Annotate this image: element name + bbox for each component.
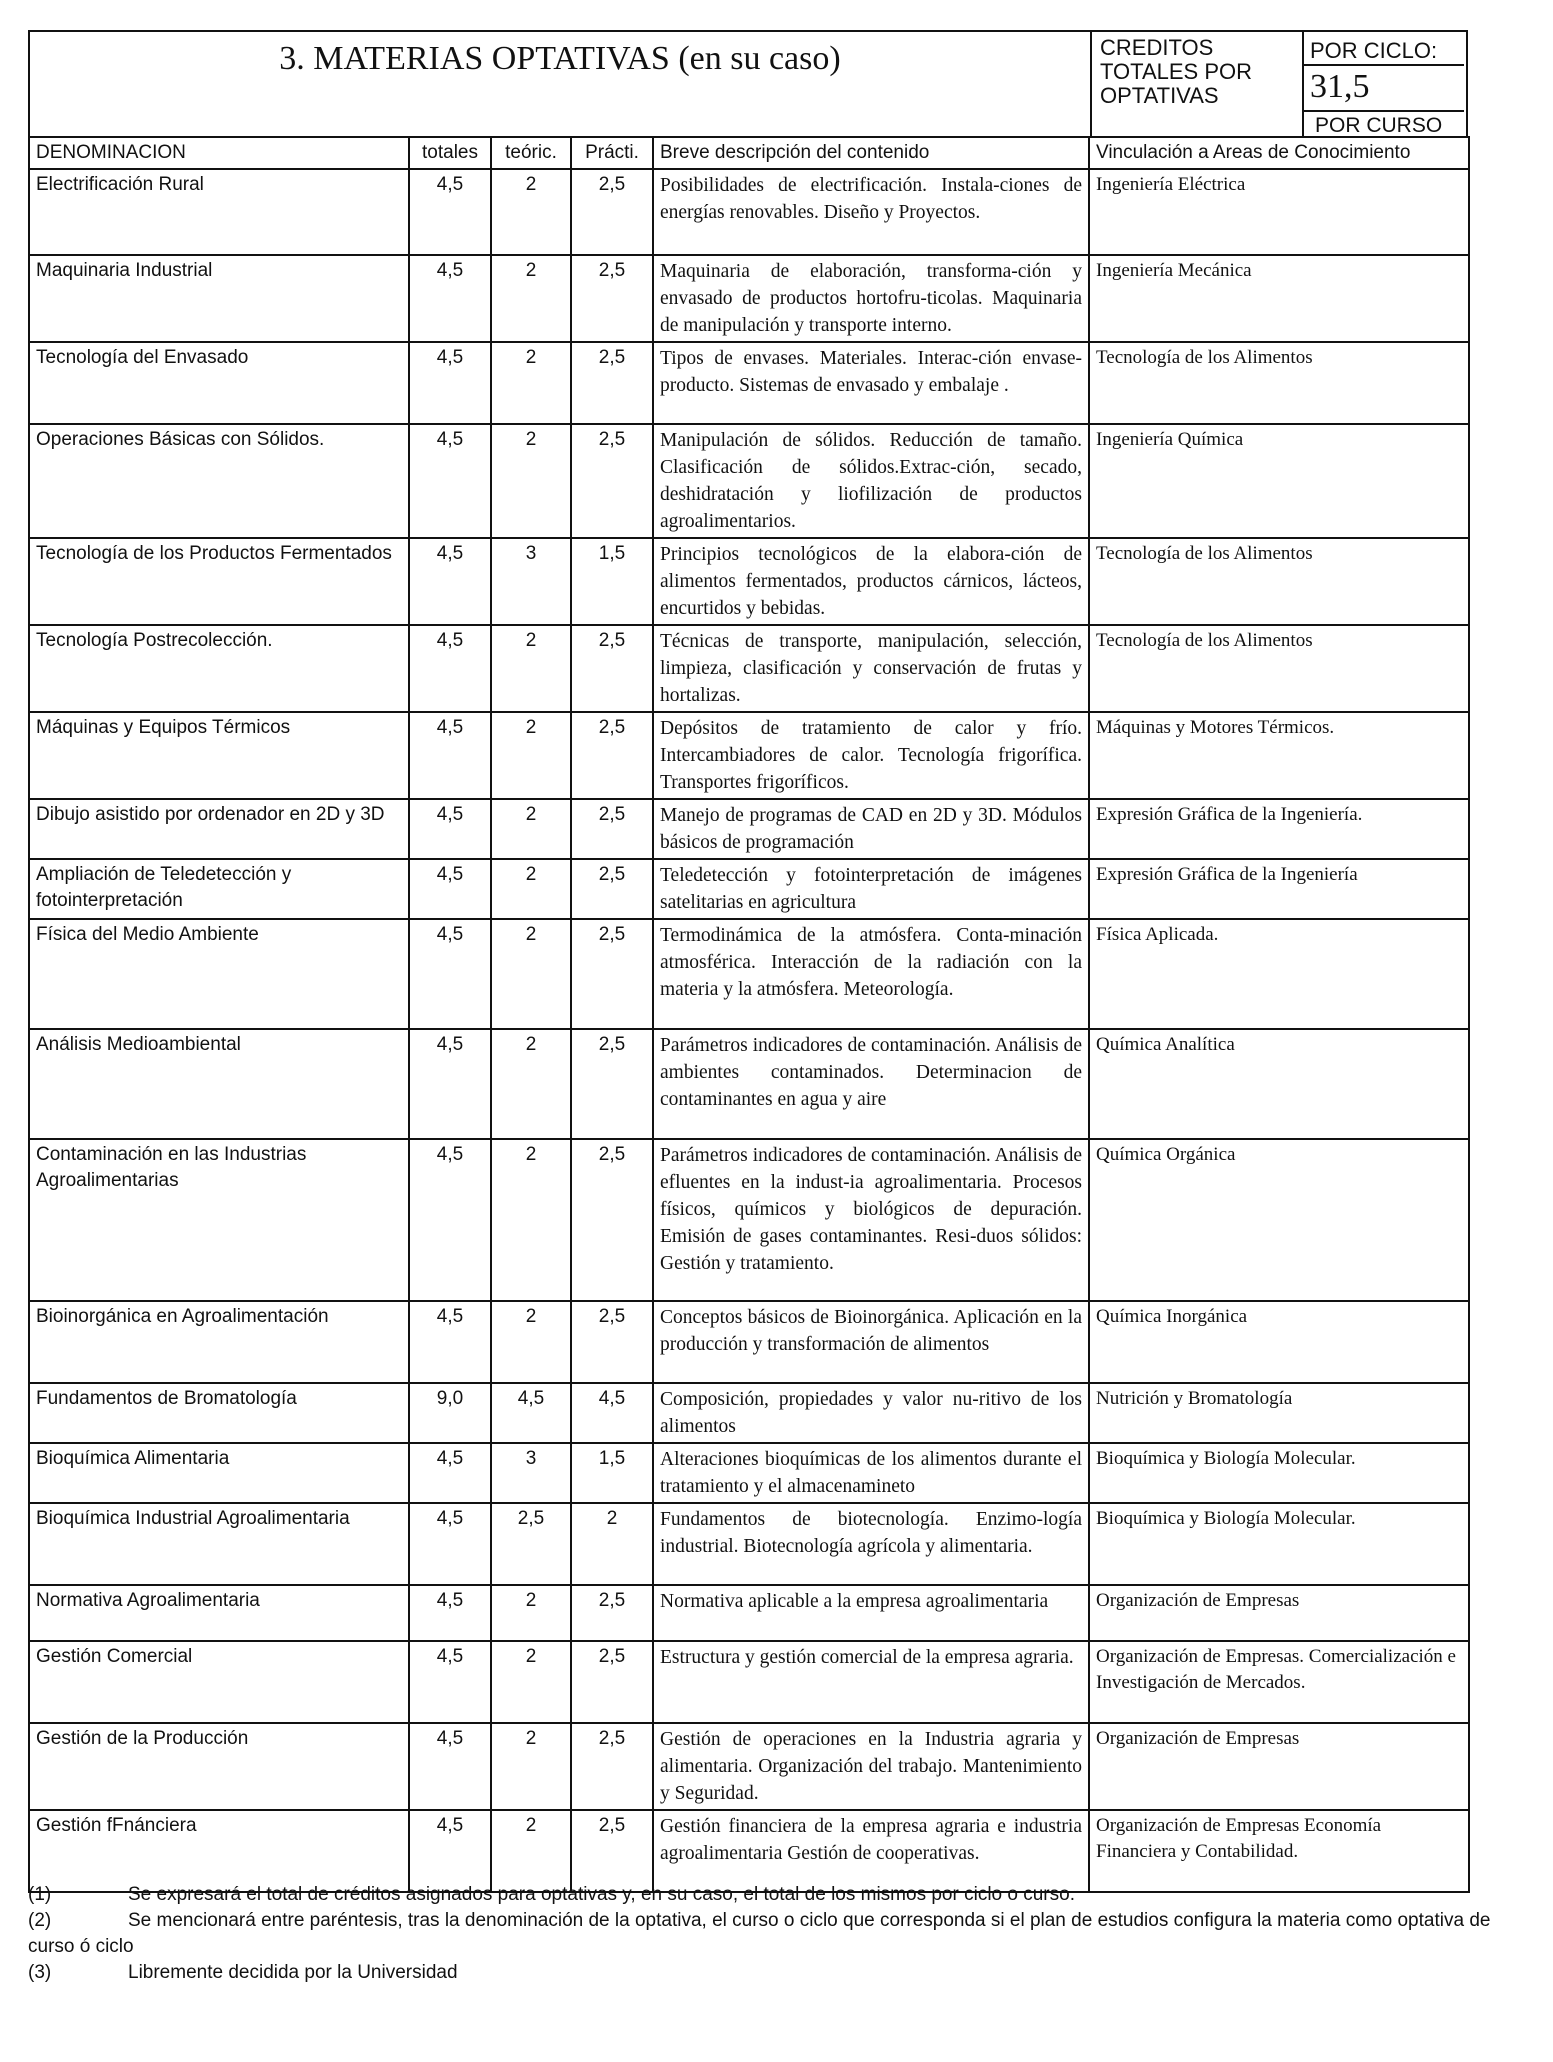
- table-row: [29, 255, 1469, 342]
- cell-teoricos: 2: [491, 859, 571, 919]
- cell-descripcion: Depósitos de tratamiento de calor y frío. Intercambiadores de calor. Tecnología frigorífica. Transportes frigoríficos.: [653, 712, 1089, 799]
- cell-totales: 4,5: [409, 1810, 491, 1892]
- cell-vinculacion: Tecnología de los Alimentos: [1089, 625, 1469, 712]
- cell-descripcion: Manejo de programas de CAD en 2D y 3D. Módulos básicos de programación: [653, 799, 1089, 859]
- cell-practicos: 2,5: [571, 169, 653, 255]
- col-header-teoricos: teóric.: [491, 137, 571, 169]
- footnote: [28, 1908, 1528, 1960]
- cell-vinculacion: Química Analítica: [1089, 1029, 1469, 1139]
- cell-vinculacion: Organización de Empresas Economía Financiera y Contabilidad.: [1089, 1810, 1469, 1892]
- cell-teoricos: 2,5: [491, 1503, 571, 1585]
- table-row: [29, 1503, 1469, 1585]
- table-body: [29, 169, 1469, 1892]
- footnotes: [28, 1882, 1528, 1986]
- cell-descripcion: Parámetros indicadores de contaminación. Análisis de efluentes en la indust-ia agroalimentaria. Procesos físicos, químicos y biológicos de depuración. Emisión de gases contaminantes. Resi-duos sólidos: Gestión y tratamiento.: [653, 1139, 1089, 1301]
- cell-descripcion: Composición, propiedades y valor nu-ritivo de los alimentos: [653, 1383, 1089, 1443]
- cell-teoricos: 2: [491, 1301, 571, 1383]
- cell-teoricos: 2: [491, 919, 571, 1029]
- cell-denominacion: Bioinorgánica en Agroalimentación: [29, 1301, 409, 1383]
- cell-vinculacion: Ingeniería Eléctrica: [1089, 169, 1469, 255]
- cell-vinculacion: Organización de Empresas. Comercialización e Investigación de Mercados.: [1089, 1641, 1469, 1723]
- table-row: [29, 919, 1469, 1029]
- cell-denominacion: Física del Medio Ambiente: [29, 919, 409, 1029]
- footnote: [28, 1960, 1528, 1986]
- col-header-practicos: Prácti.: [571, 137, 653, 169]
- table-row: [29, 1641, 1469, 1723]
- table-row: [29, 1585, 1469, 1641]
- cell-teoricos: 2: [491, 712, 571, 799]
- cell-vinculacion: Expresión Gráfica de la Ingeniería.: [1089, 799, 1469, 859]
- cell-practicos: 1,5: [571, 538, 653, 625]
- cell-vinculacion: Expresión Gráfica de la Ingeniería: [1089, 859, 1469, 919]
- col-header-denominacion: DENOMINACION: [29, 137, 409, 169]
- cell-teoricos: 2: [491, 1029, 571, 1139]
- footnote-text: Se expresará el total de créditos asignados para optativas y, en su caso, el total de los mismos por ciclo o curso.: [128, 1884, 1075, 1905]
- cell-totales: 4,5: [409, 859, 491, 919]
- col-header-vinculacion: Vinculación a Areas de Conocimiento: [1089, 137, 1469, 169]
- por-ciclo-label: POR CICLO:: [1310, 38, 1438, 63]
- cell-teoricos: 2: [491, 1585, 571, 1641]
- table-row: [29, 424, 1469, 538]
- cell-denominacion: Operaciones Básicas con Sólidos.: [29, 424, 409, 538]
- cell-teoricos: 2: [491, 424, 571, 538]
- cell-descripcion: Estructura y gestión comercial de la empresa agraria.: [653, 1641, 1089, 1723]
- creditos-label-line-3: OPTATIVAS: [1100, 83, 1219, 108]
- cell-denominacion: Bioquímica Industrial Agroalimentaria: [29, 1503, 409, 1585]
- por-curso-label: POR CURSO: [1315, 114, 1443, 137]
- cell-descripcion: Parámetros indicadores de contaminación. Análisis de ambientes contaminados. Determinacion de contaminantes en agua y aire: [653, 1029, 1089, 1139]
- table-row: [29, 538, 1469, 625]
- cell-denominacion: Tecnología del Envasado: [29, 342, 409, 424]
- creditos-label-line-1: CREDITOS: [1100, 35, 1214, 60]
- cell-practicos: 4,5: [571, 1383, 653, 1443]
- cell-vinculacion: Bioquímica y Biología Molecular.: [1089, 1443, 1469, 1503]
- cell-vinculacion: Química Orgánica: [1089, 1139, 1469, 1301]
- cell-totales: 4,5: [409, 342, 491, 424]
- cell-practicos: 2,5: [571, 919, 653, 1029]
- table-row: [29, 1723, 1469, 1810]
- cell-teoricos: 2: [491, 342, 571, 424]
- cell-totales: 9,0: [409, 1383, 491, 1443]
- cell-totales: 4,5: [409, 799, 491, 859]
- cell-denominacion: Gestión fFnánciera: [29, 1810, 409, 1892]
- cell-totales: 4,5: [409, 1723, 491, 1810]
- table-row: [29, 712, 1469, 799]
- cell-denominacion: Análisis Medioambiental: [29, 1029, 409, 1139]
- cell-denominacion: Máquinas y Equipos Térmicos: [29, 712, 409, 799]
- cell-vinculacion: Bioquímica y Biología Molecular.: [1089, 1503, 1469, 1585]
- cell-totales: 4,5: [409, 1585, 491, 1641]
- creditos-label: [1100, 36, 1252, 108]
- cell-practicos: 2,5: [571, 1641, 653, 1723]
- table-row: [29, 799, 1469, 859]
- cell-totales: 4,5: [409, 169, 491, 255]
- page-title: 3. MATERIAS OPTATIVAS (en su caso): [279, 40, 841, 77]
- table-row: [29, 1443, 1469, 1503]
- cell-practicos: 2,5: [571, 1585, 653, 1641]
- cell-totales: 4,5: [409, 712, 491, 799]
- table-row: [29, 169, 1469, 255]
- footnote-number: (1): [28, 1884, 52, 1905]
- cell-denominacion: Gestión de la Producción: [29, 1723, 409, 1810]
- optativas-table: [28, 136, 1470, 1893]
- cell-descripcion: Fundamentos de biotecnología. Enzimo-logía industrial. Biotecnología agrícola y alimentaria.: [653, 1503, 1089, 1585]
- cell-practicos: 1,5: [571, 1443, 653, 1503]
- creditos-label-line-2: TOTALES POR: [1100, 59, 1253, 84]
- cell-vinculacion: Organización de Empresas: [1089, 1723, 1469, 1810]
- cell-descripcion: Alteraciones bioquímicas de los alimentos durante el tratamiento y el almacenamineto: [653, 1443, 1089, 1503]
- cell-vinculacion: Tecnología de los Alimentos: [1089, 538, 1469, 625]
- cell-teoricos: 4,5: [491, 1383, 571, 1443]
- cell-teoricos: 2: [491, 1641, 571, 1723]
- cell-denominacion: Ampliación de Teledetección y fotointerpretación: [29, 859, 409, 919]
- cell-vinculacion: Nutrición y Bromatología: [1089, 1383, 1469, 1443]
- cell-descripcion: Gestión financiera de la empresa agraria e industria agroalimentaria Gestión de cooperativas.: [653, 1810, 1089, 1892]
- por-ciclo-value: 31,5: [1310, 68, 1370, 105]
- cell-denominacion: Tecnología de los Productos Fermentados: [29, 538, 409, 625]
- cell-practicos: 2,5: [571, 859, 653, 919]
- col-header-totales: totales: [409, 137, 491, 169]
- cell-vinculacion: Máquinas y Motores Térmicos.: [1089, 712, 1469, 799]
- cell-denominacion: Dibujo asistido por ordenador en 2D y 3D: [29, 799, 409, 859]
- footnote-number: (3): [28, 1962, 52, 1983]
- cell-vinculacion: Física Aplicada.: [1089, 919, 1469, 1029]
- header-block: [28, 30, 1468, 138]
- cell-denominacion: Electrificación Rural: [29, 169, 409, 255]
- cell-descripcion: Tipos de envases. Materiales. Interac-ción envase-producto. Sistemas de envasado y embalaje .: [653, 342, 1089, 424]
- table-row: [29, 1029, 1469, 1139]
- cell-practicos: 2: [571, 1503, 653, 1585]
- cell-denominacion: Gestión Comercial: [29, 1641, 409, 1723]
- cell-practicos: 2,5: [571, 1723, 653, 1810]
- cell-vinculacion: Organización de Empresas: [1089, 1585, 1469, 1641]
- document-page: [28, 30, 1468, 1893]
- footnote-text: Se mencionará entre paréntesis, tras la denominación de la optativa, el curso o ciclo que corresponda si el plan de estudios configura la materia como optativa de curso ó ciclo: [28, 1910, 1491, 1957]
- cell-teoricos: 2: [491, 1810, 571, 1892]
- cell-totales: 4,5: [409, 255, 491, 342]
- table-row: [29, 342, 1469, 424]
- cell-vinculacion: Ingeniería Química: [1089, 424, 1469, 538]
- cell-practicos: 2,5: [571, 342, 653, 424]
- cell-teoricos: 2: [491, 255, 571, 342]
- cell-descripcion: Manipulación de sólidos. Reducción de tamaño. Clasificación de sólidos.Extrac-ción, secado, deshidratación y liofilización de productos agroalimentarios.: [653, 424, 1089, 538]
- cell-descripcion: Gestión de operaciones en la Industria agraria y alimentaria. Organización del trabajo. Mantenimiento y Seguridad.: [653, 1723, 1089, 1810]
- footnote: [28, 1882, 1528, 1908]
- table-row: [29, 625, 1469, 712]
- cell-practicos: 2,5: [571, 424, 653, 538]
- cell-denominacion: Tecnología Postrecolección.: [29, 625, 409, 712]
- cell-descripcion: Normativa aplicable a la empresa agroalimentaria: [653, 1585, 1089, 1641]
- cell-denominacion: Bioquímica Alimentaria: [29, 1443, 409, 1503]
- cell-practicos: 2,5: [571, 1301, 653, 1383]
- cell-vinculacion: Química Inorgánica: [1089, 1301, 1469, 1383]
- table-row: [29, 1383, 1469, 1443]
- cell-teoricos: 3: [491, 538, 571, 625]
- cell-teoricos: 2: [491, 169, 571, 255]
- table-row: [29, 1139, 1469, 1301]
- cell-practicos: 2,5: [571, 799, 653, 859]
- header-divider: [1090, 32, 1092, 136]
- cell-teoricos: 2: [491, 1139, 571, 1301]
- table-row: [29, 1301, 1469, 1383]
- cell-descripcion: Principios tecnológicos de la elabora-ción de alimentos fermentados, productos cárnicos, lácteos, encurtidos y bebidas.: [653, 538, 1089, 625]
- cell-vinculacion: Ingeniería Mecánica: [1089, 255, 1469, 342]
- cell-descripcion: Termodinámica de la atmósfera. Conta-minación atmosférica. Interacción de la radiación con la materia y la atmósfera. Meteorología.: [653, 919, 1089, 1029]
- cell-totales: 4,5: [409, 1641, 491, 1723]
- cell-totales: 4,5: [409, 1139, 491, 1301]
- footnote-text: Libremente decidida por la Universidad: [128, 1962, 458, 1983]
- cell-descripcion: Maquinaria de elaboración, transforma-ción y envasado de productos hortofru-ticolas. Maquinaria de manipulación y transporte interno.: [653, 255, 1089, 342]
- table-row: [29, 1810, 1469, 1892]
- cell-denominacion: Maquinaria Industrial: [29, 255, 409, 342]
- table-header-row: [29, 137, 1469, 169]
- cell-practicos: 2,5: [571, 255, 653, 342]
- col-header-descripcion: Breve descripción del contenido: [653, 137, 1089, 169]
- cell-descripcion: Técnicas de transporte, manipulación, selección, limpieza, clasificación y conservación de frutas y hortalizas.: [653, 625, 1089, 712]
- cell-practicos: 2,5: [571, 1139, 653, 1301]
- table-row: [29, 859, 1469, 919]
- cell-totales: 4,5: [409, 424, 491, 538]
- footnote-number: (2): [28, 1910, 52, 1931]
- cell-totales: 4,5: [409, 1503, 491, 1585]
- cell-totales: 4,5: [409, 1301, 491, 1383]
- cell-totales: 4,5: [409, 919, 491, 1029]
- cell-practicos: 2,5: [571, 1029, 653, 1139]
- cell-totales: 4,5: [409, 1029, 491, 1139]
- cell-teoricos: 2: [491, 625, 571, 712]
- cell-denominacion: Normativa Agroalimentaria: [29, 1585, 409, 1641]
- cell-denominacion: Contaminación en las Industrias Agroalimentarias: [29, 1139, 409, 1301]
- cell-teoricos: 2: [491, 1723, 571, 1810]
- cell-practicos: 2,5: [571, 625, 653, 712]
- cell-totales: 4,5: [409, 1443, 491, 1503]
- cell-teoricos: 2: [491, 799, 571, 859]
- cell-teoricos: 3: [491, 1443, 571, 1503]
- cell-totales: 4,5: [409, 625, 491, 712]
- cell-descripcion: Teledetección y fotointerpretación de imágenes satelitarias en agricultura: [653, 859, 1089, 919]
- cell-practicos: 2,5: [571, 712, 653, 799]
- cell-denominacion: Fundamentos de Bromatología: [29, 1383, 409, 1443]
- cell-descripcion: Posibilidades de electrificación. Instala-ciones de energías renovables. Diseño y Proyectos.: [653, 169, 1089, 255]
- cell-totales: 4,5: [409, 538, 491, 625]
- cell-practicos: 2,5: [571, 1810, 653, 1892]
- cell-descripcion: Conceptos básicos de Bioinorgánica. Aplicación en la producción y transformación de alimentos: [653, 1301, 1089, 1383]
- cell-vinculacion: Tecnología de los Alimentos: [1089, 342, 1469, 424]
